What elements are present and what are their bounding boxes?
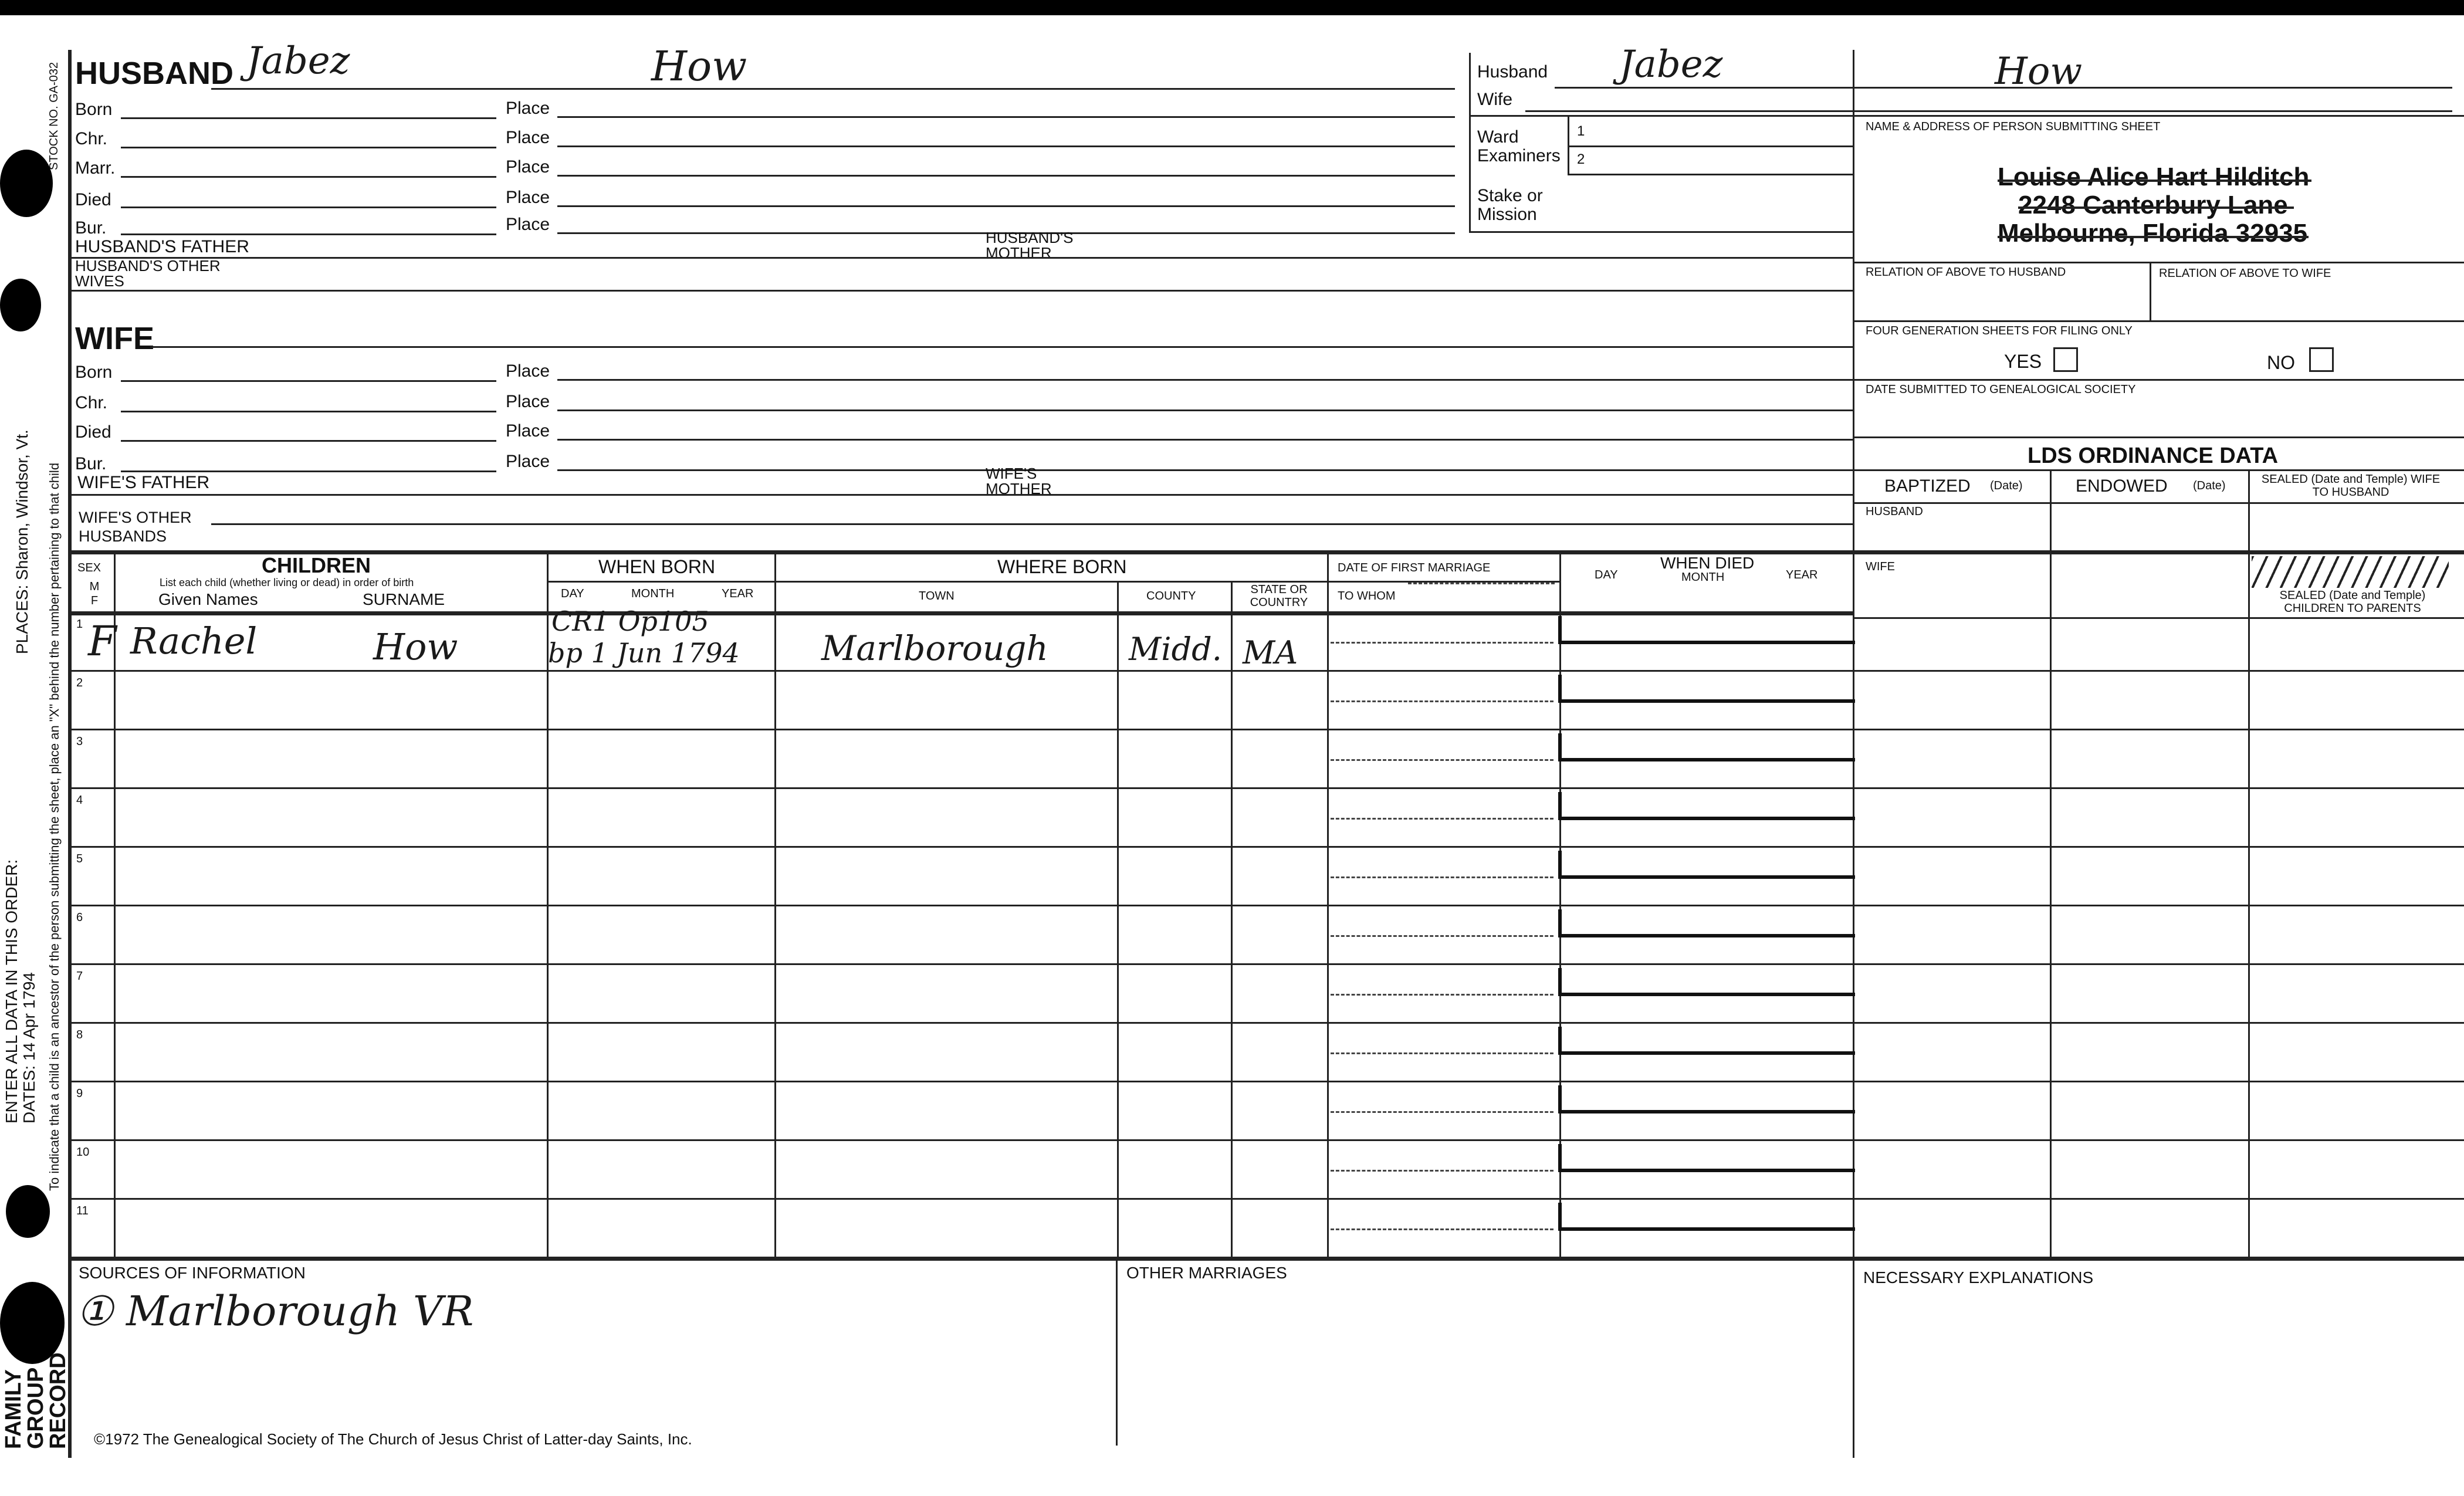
table-row-line — [69, 963, 1853, 965]
wife-died-place-line — [557, 439, 1853, 441]
wife-bur-place-line — [557, 469, 1853, 471]
place-label: Place — [506, 421, 550, 441]
wife-chr-place-line — [557, 409, 1853, 411]
table-row-line — [69, 787, 1853, 789]
mf-label: M F — [89, 580, 100, 607]
table-row-line — [69, 1198, 1853, 1200]
wife-died-line — [121, 440, 496, 442]
place-label: Place — [506, 452, 550, 471]
copyright-text: ©1972 The Genealogical Society of The Church of Jesus Christ of Latter-day Saints, Inc. — [94, 1430, 692, 1448]
stock-number: STOCK NO. GA-032 — [48, 62, 60, 170]
marriage-date-dash — [1331, 1052, 1553, 1054]
submitter-label: NAME & ADDRESS OF PERSON SUBMITTING SHEET — [1866, 120, 2161, 133]
marriage-date-dash — [1331, 759, 1553, 761]
marriage-date-dash — [1331, 935, 1553, 937]
died-date-bracket — [1558, 1144, 1855, 1172]
husband-marr-label: Marr. — [75, 158, 116, 178]
source-1[interactable]: ① Marlborough VR — [76, 1287, 474, 1335]
husband-chr-label: Chr. — [75, 129, 108, 148]
marriage-date-dash — [1331, 1111, 1553, 1113]
endowed-label: ENDOWED — [2076, 476, 2168, 496]
yes-label: YES — [2004, 351, 2042, 372]
husband-born-line — [121, 117, 496, 119]
children-header-bottom-line — [69, 611, 1853, 615]
wife-born-line — [121, 380, 496, 382]
first-marriage-dash — [1408, 583, 1555, 584]
husband-marr-place-line — [557, 175, 1455, 177]
child-1-state[interactable]: MA — [1243, 634, 1298, 671]
child-1-town[interactable]: Marlborough — [821, 628, 1048, 668]
wife-bur-label: Bur. — [75, 454, 107, 473]
wife-chr-line — [121, 411, 496, 412]
child-row-number: 11 — [76, 1204, 89, 1217]
right-husband-surname: How — [1995, 50, 2083, 93]
husband-given-name: Jabez — [246, 39, 350, 83]
husband-born-label: Born — [75, 100, 113, 119]
lds-row-line — [1853, 787, 2464, 789]
relation-husband-label: RELATION OF ABOVE TO HUSBAND — [1866, 266, 2066, 279]
wifes-other-husbands-label: WIFE'S OTHER HUSBANDS — [79, 509, 192, 545]
stake-label: Stake or Mission — [1477, 186, 1543, 224]
lds-header-line — [1853, 502, 2464, 504]
lds-husband-line — [1853, 550, 2464, 554]
husband-marr-line — [121, 176, 496, 178]
col-county-divider — [1231, 581, 1233, 1257]
husband-died-line — [121, 207, 496, 208]
lds-row-line — [1853, 670, 2464, 672]
right-header-divider — [1469, 115, 2464, 117]
husbands-other-wives-label: HUSBAND'S OTHER WIVES — [75, 257, 221, 290]
died-date-bracket — [1558, 1085, 1855, 1113]
wife-chr-label: Chr. — [75, 393, 108, 412]
born-day-label: DAY — [561, 587, 584, 600]
wife-heading: WIFE — [75, 321, 154, 356]
lds-col-divider-1 — [2050, 469, 2052, 1257]
submitter-city: Melbourne, Florida 32935 — [1998, 219, 2308, 248]
no-checkbox[interactable] — [2309, 347, 2334, 372]
lds-row-line — [1853, 846, 2464, 848]
lds-title: LDS ORDINANCE DATA — [2028, 444, 2279, 468]
wife-born-label: Born — [75, 363, 113, 382]
table-row-line — [69, 670, 1853, 672]
submitter-name: Louise Alice Hart Hilditch — [1998, 163, 2310, 191]
children-label: CHILDREN — [262, 553, 371, 577]
ward-examiners-label: Ward Examiners — [1477, 127, 1561, 165]
child-1-born-note[interactable]: CR1 Op105 — [551, 605, 709, 637]
necessary-explanations-label: NECESSARY EXPLANATIONS — [1863, 1268, 2094, 1287]
lds-row-line — [1853, 1022, 2464, 1024]
when-born-label: WHEN BORN — [598, 556, 716, 577]
when-died-label: WHEN DIED — [1660, 554, 1755, 572]
died-date-bracket — [1558, 1203, 1855, 1231]
husbands-parents-line — [72, 257, 1853, 259]
town-label: TOWN — [919, 590, 955, 603]
right-wife-label: Wife — [1477, 90, 1512, 109]
husbands-other-wives-line — [72, 290, 1853, 292]
table-row-line — [69, 1022, 1853, 1024]
child-row-number: 4 — [76, 794, 83, 807]
yes-checkbox[interactable] — [2053, 347, 2078, 372]
submitter-line-2 — [2018, 207, 2294, 209]
county-label: COUNTY — [1146, 590, 1196, 603]
other-marriages-label: OTHER MARRIAGES — [1126, 1264, 1287, 1282]
surname-label: SURNAME — [363, 590, 445, 608]
husband-name-line — [211, 88, 1455, 90]
marriage-date-dash — [1331, 876, 1553, 878]
wife-died-label: Died — [75, 422, 111, 442]
child-row-number: 2 — [76, 676, 83, 689]
relation-bottom-line — [1853, 320, 2464, 322]
sealed-hatch-area — [2252, 556, 2449, 588]
child-1-surname[interactable]: How — [373, 625, 458, 668]
died-date-bracket — [1558, 1027, 1855, 1055]
col-whenborn-divider — [774, 551, 776, 1257]
punch-hole — [0, 279, 41, 331]
state-label: STATE OR COUNTRY — [1250, 583, 1308, 609]
endowed-date-label: (Date) — [2193, 479, 2226, 492]
submitter-line-1 — [1998, 180, 2311, 182]
lds-col-divider-2 — [2248, 469, 2250, 1257]
lds-husband-label: HUSBAND — [1866, 505, 1923, 518]
child-row-number: 7 — [76, 970, 83, 983]
lds-title-line — [1853, 469, 2464, 471]
husband-died-place-line — [557, 205, 1455, 207]
marriage-date-dash — [1331, 994, 1553, 996]
four-gen-label: FOUR GENERATION SHEETS FOR FILING ONLY — [1866, 324, 2133, 337]
col-state-divider — [1327, 551, 1329, 1257]
child-row-number: 5 — [76, 852, 83, 865]
child-row-number: 10 — [76, 1146, 90, 1159]
baptized-date-label: (Date) — [1990, 479, 2023, 492]
indicate-margin-text: To indicate that a child is an ancestor of the person submitting the sheet, place an "X" behind the number pertaining to that child — [47, 462, 62, 1191]
died-month-label: MONTH — [1681, 571, 1725, 584]
to-whom-label: TO WHOM — [1338, 590, 1396, 603]
four-gen-bottom-line — [1853, 379, 2464, 381]
husband-chr-line — [121, 147, 496, 148]
lds-row-line — [1853, 1081, 2464, 1082]
top-border — [0, 0, 2464, 15]
lds-wife-label: WIFE — [1866, 560, 1895, 573]
ward-examiner-1-line — [1568, 145, 1853, 147]
place-label: Place — [506, 157, 550, 177]
place-label: Place — [506, 99, 550, 118]
sex-label: SEX — [77, 561, 101, 574]
relation-wife-label: RELATION OF ABOVE TO WIFE — [2159, 267, 2331, 280]
dates-margin-text: DATES: 14 Apr 1794 — [20, 972, 38, 1123]
husband-chr-place-line — [557, 145, 1455, 147]
died-date-bracket — [1558, 968, 1855, 996]
place-label: Place — [506, 128, 550, 147]
record-title: FAMILY GROUP RECORD — [1, 1352, 70, 1449]
husbands-father-label: HUSBAND'S FATHER — [75, 237, 249, 256]
sources-divider — [1116, 1257, 1118, 1446]
table-bottom-line — [69, 1257, 2464, 1261]
born-year-label: YEAR — [722, 587, 754, 600]
ward-examiner-2-line — [1568, 174, 1853, 175]
lds-row-line — [1853, 963, 2464, 965]
child-1-given-name[interactable]: Rachel — [130, 620, 258, 662]
wife-bur-line — [121, 471, 496, 472]
right-husband-given: Jabez — [1619, 43, 1723, 86]
punch-hole — [0, 150, 53, 217]
places-margin-text: PLACES: Sharon, Windsor, Vt. — [13, 429, 31, 654]
husband-surname: How — [651, 42, 747, 90]
died-date-bracket — [1558, 792, 1855, 820]
right-husband-line — [1555, 87, 2452, 89]
lds-row-line — [1853, 1198, 2464, 1200]
child-row-number: 8 — [76, 1028, 83, 1041]
wife-name-line — [150, 346, 1853, 348]
sources-label: SOURCES OF INFORMATION — [79, 1264, 306, 1282]
sealed-wife-label: SEALED (Date and Temple) WIFE TO HUSBAND — [2261, 473, 2441, 499]
died-date-bracket — [1558, 616, 1855, 644]
child-row-number: 1 — [76, 618, 83, 631]
lds-row-line — [1853, 729, 2464, 730]
child-row-number: 6 — [76, 911, 83, 924]
husband-born-place-line — [557, 116, 1455, 118]
date-submitted-bottom-line — [1853, 436, 2464, 438]
wifes-other-husbands-line — [211, 523, 1853, 525]
table-row-line — [69, 729, 1853, 730]
children-sub-label: List each child (whether living or dead) in order of birth — [160, 577, 414, 588]
husband-bur-line — [121, 233, 496, 235]
right-wife-line — [1525, 110, 2452, 112]
child-row-number: 9 — [76, 1087, 83, 1100]
submitter-street: 2248 Canterbury Lane — [2018, 191, 2288, 219]
died-date-bracket — [1558, 733, 1855, 761]
table-row-line — [69, 905, 1853, 906]
child-row-number: 3 — [76, 735, 83, 748]
where-born-label: WHERE BORN — [997, 556, 1127, 577]
col-town-divider — [1117, 581, 1119, 1257]
place-label: Place — [506, 392, 550, 411]
baptized-label: BAPTIZED — [1884, 476, 1971, 496]
lds-row-line — [1853, 905, 2464, 906]
wifes-parents-line — [72, 494, 1853, 496]
wifes-father-label: WIFE'S FATHER — [77, 473, 210, 492]
marriage-date-dash — [1331, 1170, 1553, 1172]
child-1-sex[interactable]: F — [88, 617, 117, 665]
ward-examiner-1: 1 — [1577, 123, 1585, 139]
left-frame-line — [68, 50, 72, 1458]
marriage-date-dash — [1331, 642, 1553, 644]
died-date-bracket — [1558, 675, 1855, 703]
submitter-bottom-line — [1853, 262, 2464, 263]
enter-all-margin-text: ENTER ALL DATA IN THIS ORDER: — [2, 859, 21, 1123]
lds-wife-line — [1853, 617, 2464, 619]
marriage-date-dash — [1331, 818, 1553, 820]
died-day-label: DAY — [1595, 568, 1618, 581]
place-label: Place — [506, 215, 550, 234]
child-1-born-date[interactable]: bp 1 Jun 1794 — [548, 637, 740, 669]
given-names-label: Given Names — [158, 590, 258, 608]
ward-examiner-2: 2 — [1577, 151, 1585, 167]
died-date-bracket — [1558, 909, 1855, 937]
sealed-children-label: SEALED (Date and Temple) CHILDREN TO PARENTS — [2279, 589, 2426, 615]
wife-born-place-line — [557, 379, 1853, 381]
first-marriage-label: DATE OF FIRST MARRIAGE — [1338, 561, 1491, 574]
marriage-date-dash — [1331, 1228, 1553, 1230]
marriage-date-dash — [1331, 700, 1553, 702]
table-row-line — [69, 1139, 1853, 1141]
died-year-label: YEAR — [1786, 568, 1818, 581]
right-header-left-border — [1469, 53, 1471, 232]
husband-bur-label: Bur. — [75, 218, 107, 238]
punch-hole — [6, 1185, 50, 1238]
date-submitted-label: DATE SUBMITTED TO GENEALOGICAL SOCIETY — [1866, 383, 2136, 396]
place-label: Place — [506, 361, 550, 381]
child-1-county[interactable]: Midd. — [1129, 631, 1222, 668]
husband-died-label: Died — [75, 190, 111, 209]
wifes-mother-label: WIFE'S MOTHER — [986, 465, 1052, 497]
died-date-bracket — [1558, 851, 1855, 879]
husbands-mother-label: HUSBAND'S MOTHER — [986, 229, 1074, 262]
table-row-line — [69, 846, 1853, 848]
stake-bottom-line — [1469, 231, 1853, 233]
table-row-line — [69, 1081, 1853, 1082]
no-label: NO — [2267, 352, 2295, 373]
place-label: Place — [506, 188, 550, 207]
ward-divider — [1568, 115, 1569, 174]
relation-divider — [2150, 262, 2151, 320]
born-month-label: MONTH — [631, 587, 675, 600]
submitter-line-3 — [1998, 236, 2309, 238]
husband-heading: HUSBAND — [75, 56, 233, 91]
right-husband-label: Husband — [1477, 62, 1548, 82]
lds-row-line — [1853, 1139, 2464, 1141]
